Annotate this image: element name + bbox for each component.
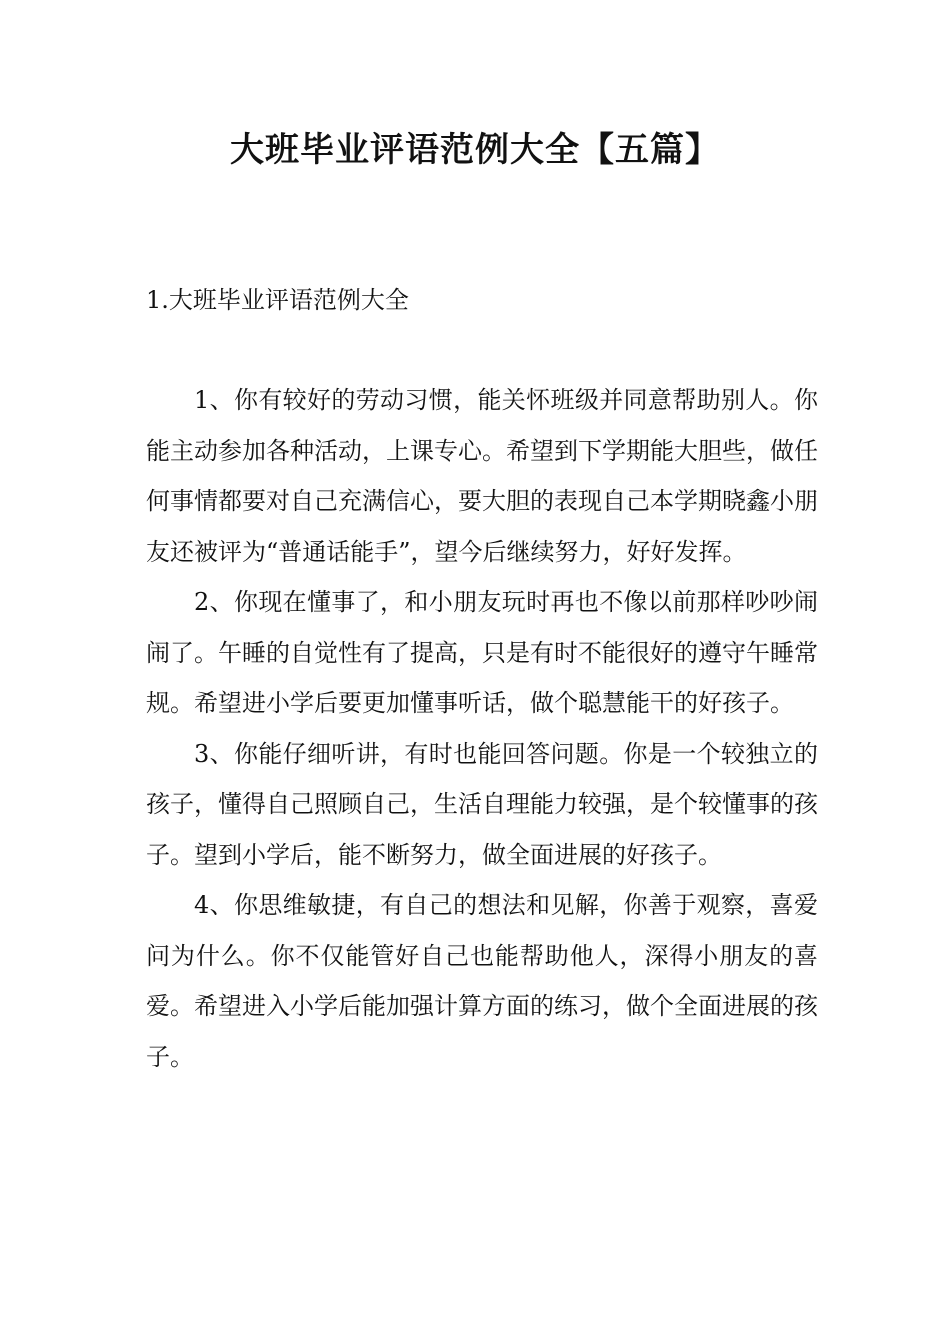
section-heading: 1.大班毕业评语范例大全 bbox=[146, 286, 409, 314]
document-body bbox=[146, 375, 818, 1082]
paragraph-4: 4、你思维敏捷，有自己的想法和见解，你善于观察，喜爱问为什么。你不仅能管好自己也能帮助他人，深得小朋友的喜爱。希望进入小学后能加强计算方面的练习，做个全面进展的孩子。 bbox=[146, 891, 818, 1071]
paragraph-2: 2、你现在懂事了，和小朋友玩时再也不像以前那样吵吵闹闹了。午睡的自觉性有了提高，只是有时不能很好的遵守午睡常规。希望进小学后要更加懂事听话，做个聪慧能干的好孩子。 bbox=[146, 588, 818, 717]
paragraph-3: 3、你能仔细听讲，有时也能回答问题。你是一个较独立的孩子，懂得自己照顾自己，生活自理能力较强，是个较懂事的孩子。望到小学后，能不断努力，做全面进展的好孩子。 bbox=[146, 739, 818, 869]
paragraph-1: 1、你有较好的劳动习惯，能关怀班级并同意帮助别人。你能主动参加各种活动，上课专心。希望到下学期能大胆些，做任何事情都要对自己充满信心，要大胆的表现自己本学期晓鑫小朋友还被评为“普通话能手”，望今后继续努力，好好发挥。 bbox=[146, 386, 818, 566]
document-title: 大班毕业评语范例大全【五篇】 bbox=[230, 130, 720, 170]
